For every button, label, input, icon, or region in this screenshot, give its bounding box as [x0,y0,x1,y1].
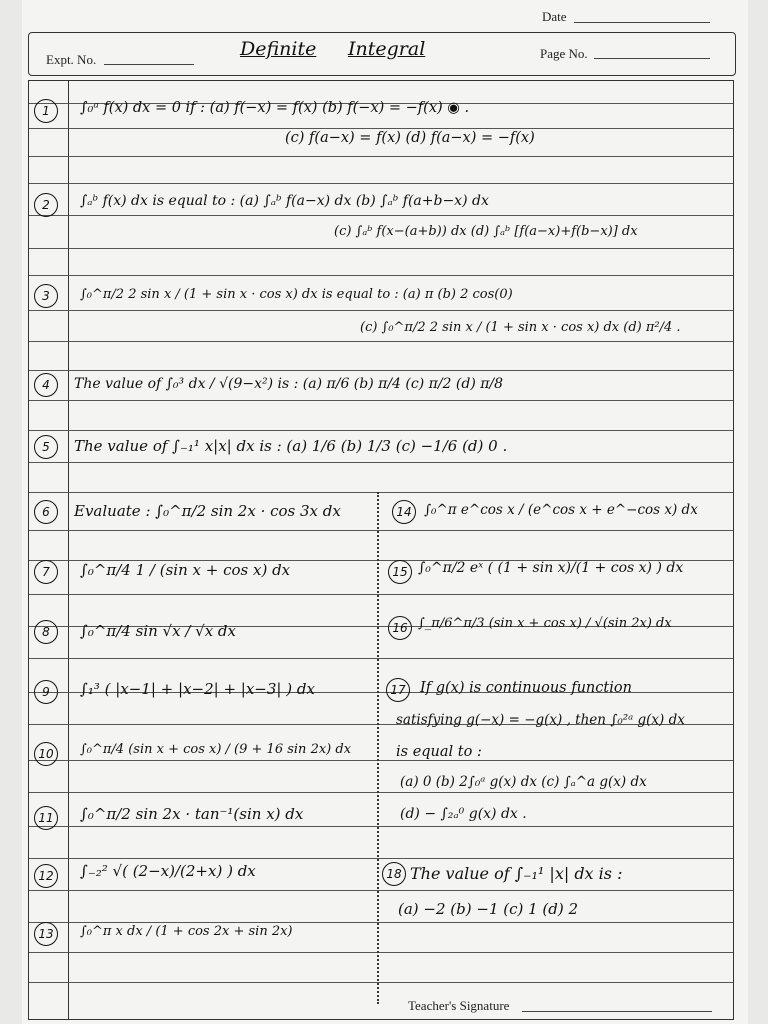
signature-line [522,1011,712,1012]
question-18-options: (a) −2 (b) −1 (c) 1 (d) 2 [398,900,579,918]
page-line [594,58,710,59]
question-number: 16 [388,616,412,640]
question-number: 11 [34,806,58,830]
question-12-text: ∫₋₂² √( (2−x)/(2+x) ) dx [80,862,256,880]
question-14-text: ∫₀^π e^cos x / (e^cos x + e^−cos x) dx [424,502,698,518]
question-5-text: The value of ∫₋₁¹ x|x| dx is : (a) 1/6 (b) 1/3 (c) −1/6 (d) 0 . [74,437,508,455]
question-number: 3 [34,284,58,308]
question-8-text: ∫₀^π/4 sin √x / √x dx [80,622,236,640]
column-divider [377,492,379,1004]
date-label: Date [542,9,567,24]
question-number: 9 [34,680,58,704]
question-number: 8 [34,620,58,644]
question-number: 10 [34,742,58,766]
question-17-options-2: (d) − ∫₂ₐ⁰ g(x) dx . [400,806,527,822]
question-10-text: ∫₀^π/4 (sin x + cos x) / (9 + 16 sin 2x) dx [80,742,352,757]
question-2-text: ∫ₐᵇ f(x) dx is equal to : (a) ∫ₐᵇ f(a−x) dx (b) ∫ₐᵇ f(a+b−x) dx [80,193,489,209]
question-3-text: ∫₀^π/2 2 sin x / (1 + sin x · cos x) dx is equal to : (a) π (b) 2 cos(0) [80,287,513,302]
question-3-options: (c) ∫₀^π/2 2 sin x / (1 + sin x · cos x) dx (d) π²/4 . [360,320,681,335]
question-number: 15 [388,560,412,584]
question-number: 7 [34,560,58,584]
margin-line [68,80,69,1020]
question-15-text: ∫₀^π/2 eˣ ( (1 + sin x)/(1 + cos x) ) dx [418,560,684,576]
question-17-options-1: (a) 0 (b) 2∫₀ᵃ g(x) dx (c) ∫ₐ^a g(x) dx [400,774,647,790]
expt-line [104,64,194,65]
question-18-text: The value of ∫₋₁¹ |x| dx is : [410,864,623,883]
title-definite: Definite [240,38,317,60]
question-17-line2: satisfying g(−x) = −g(x) , then ∫₀²ᵃ g(x) dx [396,712,685,728]
question-16-text: ∫_π/6^π/3 (sin x + cos x) / √(sin 2x) dx [418,616,672,631]
page-label: Page No. [540,46,588,61]
question-number: 2 [34,193,58,217]
question-1-options: (c) f(a−x) = f(x) (d) f(a−x) = −f(x) [285,130,535,146]
question-number: 13 [34,922,58,946]
question-number: 5 [34,435,58,459]
title-integral: Integral [348,38,426,60]
question-number: 12 [34,864,58,888]
question-number: 4 [34,373,58,397]
question-4-text: The value of ∫₀³ dx / √(9−x²) is : (a) π/6 (b) π/4 (c) π/2 (d) π/8 [74,376,504,392]
question-number: 14 [392,500,416,524]
signature-label: Teacher's Signature [408,998,510,1013]
question-number: 17 [386,678,410,702]
question-11-text: ∫₀^π/2 sin 2x · tan⁻¹(sin x) dx [80,805,304,823]
date-line [574,22,710,23]
question-9-text: ∫₁³ ( |x−1| + |x−2| + |x−3| ) dx [80,680,315,698]
question-number: 18 [382,862,406,886]
question-1-text: ∫₀ᵃ f(x) dx = 0 if : (a) f(−x) = f(x) (b) f(−x) = −f(x) ◉ . [80,100,470,116]
question-17-text: If g(x) is continuous function [420,680,632,696]
question-6-text: Evaluate : ∫₀^π/2 sin 2x · cos 3x dx [74,502,341,520]
question-7-text: ∫₀^π/4 1 / (sin x + cos x) dx [80,561,291,579]
question-number: 1 [34,99,58,123]
question-13-text: ∫₀^π x dx / (1 + cos 2x + sin 2x) [80,924,293,939]
question-17-line3: is equal to : [396,744,482,760]
question-2-options: (c) ∫ₐᵇ f(x−(a+b)) dx (d) ∫ₐᵇ [f(a−x)+f(b−x)] dx [334,224,638,239]
expt-label: Expt. No. [46,52,97,67]
question-number: 6 [34,500,58,524]
